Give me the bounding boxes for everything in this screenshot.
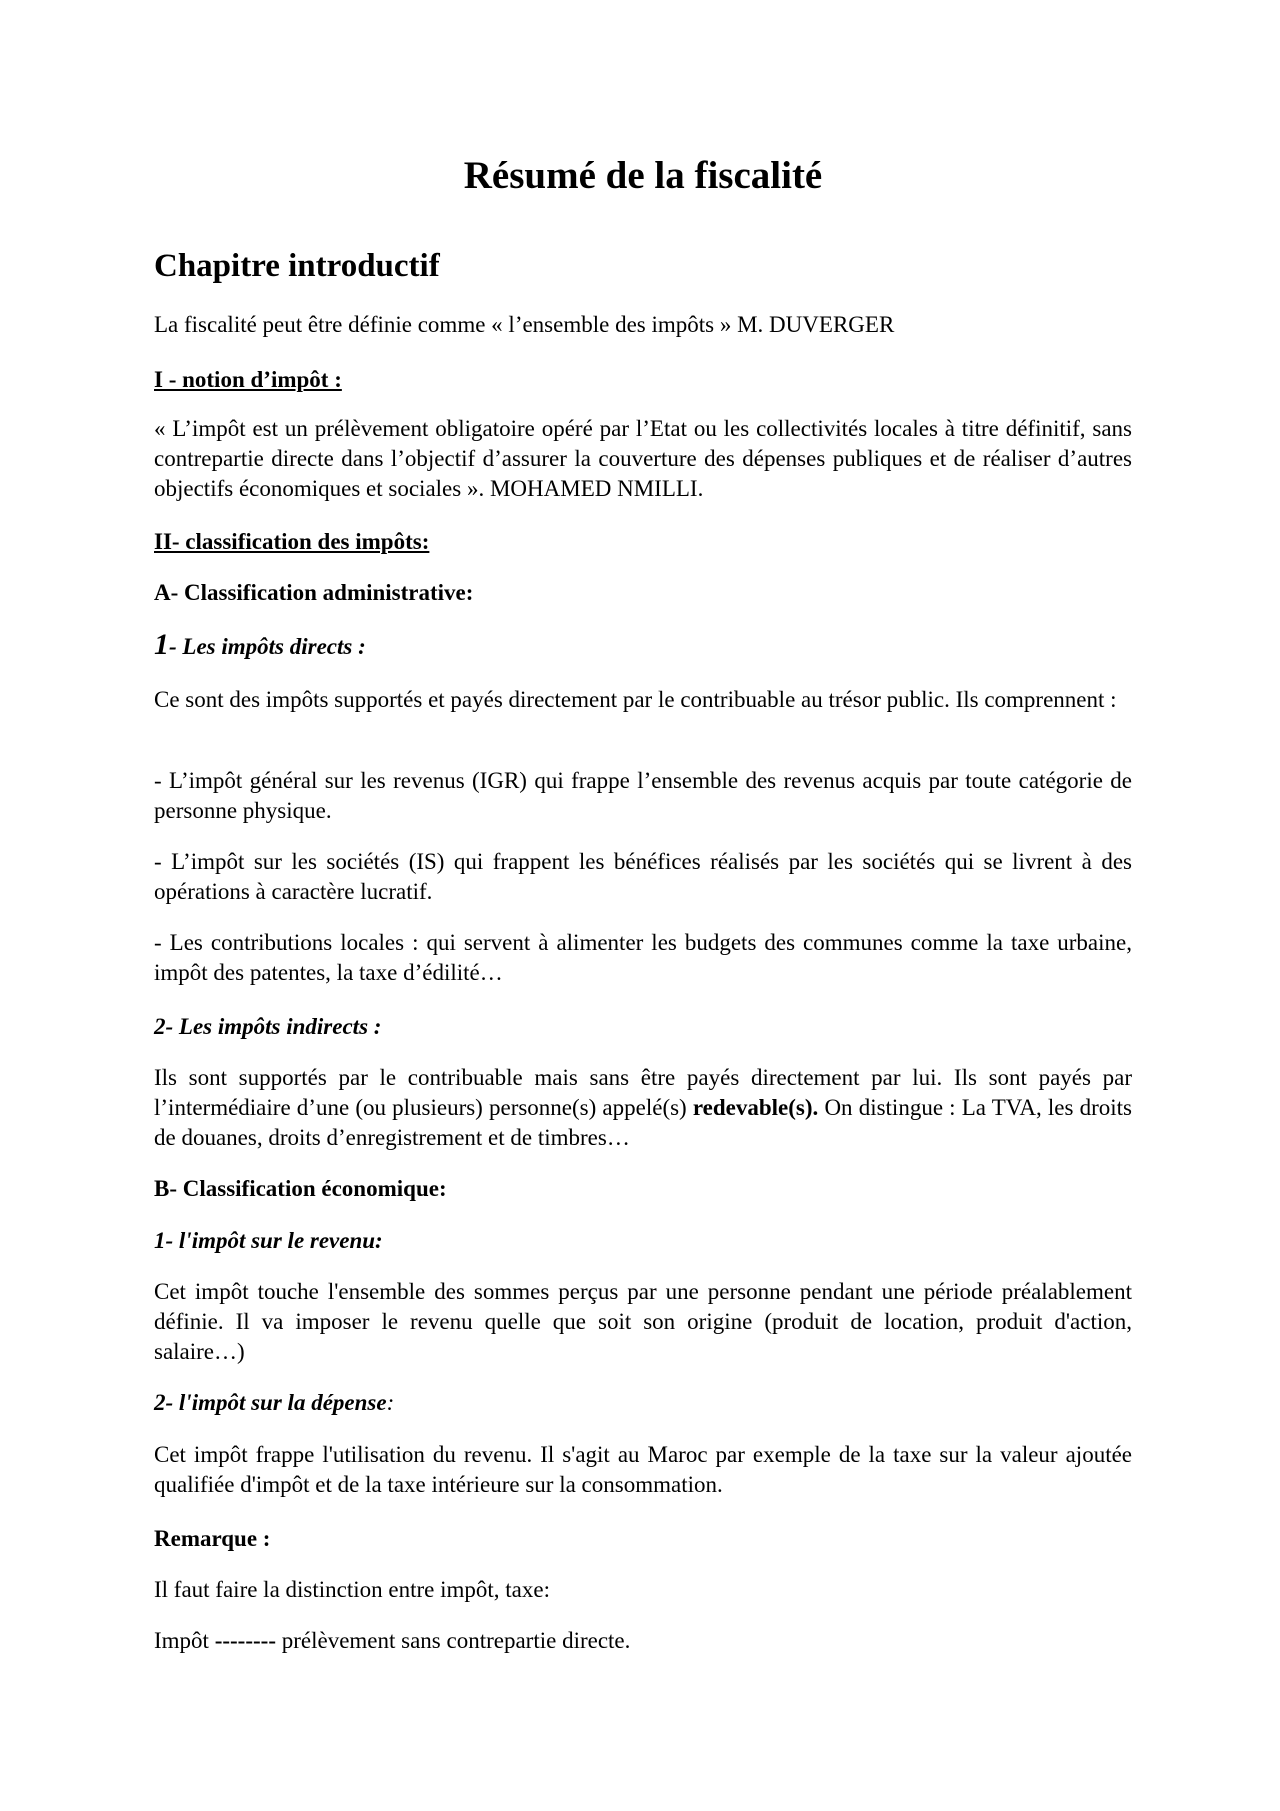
indirects-paragraph [154,1063,1132,1153]
remarque-paragraph: Il faut faire la distinction entre impôt, taxe: [154,1577,550,1602]
directs-paragraph: Ce sont des impôts supportés et payés directement par le contribuable au trésor public. Ils comprennent : [154,687,1117,712]
list-item: - Les contributions locales : qui servent à alimenter les budgets des communes comme la taxe urbaine, impôt des patentes, la taxe d’édilité… [154,930,1132,985]
directs-heading [154,630,1132,662]
directs-heading-text: - Les impôts directs : [169,634,366,659]
notion-heading [154,365,1132,395]
impot-dashes: -------- [214,1628,276,1653]
depense-heading [154,1388,1132,1418]
revenu-paragraph: Cet impôt touche l'ensemble des sommes perçus par une personne pendant une période préalablement définie. Il va imposer le revenu quelle que soit son origine (produit de location, produit d'action, salaire…) [154,1279,1132,1364]
depense-heading-text: 2- l'impôt sur la dépense [154,1390,387,1415]
notion-paragraph: « L’impôt est un prélèvement obligatoire opéré par l’Etat ou les collectivités locales à titre définitif, sans contrepartie directe dans l’objectif d’assurer la couverture des dépenses publiques et de réaliser d’autres objectifs économiques et sociales ». MOHAMED NMILLI. [154,416,1132,501]
list-item: - L’impôt sur les sociétés (IS) qui frappent les bénéfices réalisés par les sociétés qui se livrent à des opérations à caractère lucratif. [154,849,1132,904]
indirects-text-after: On distingue : La TVA, les droits de douanes, droits d’enregistrement et de timbres… [154,1095,1133,1150]
admin-classification-heading: A- Classification administrative: [154,580,474,605]
impot-label: Impôt [154,1628,215,1653]
depense-heading-colon: : [386,1390,395,1415]
list-item: - L’impôt général sur les revenus (IGR) qui frappe l’ensemble des revenus acquis par toute catégorie de personne physique. [154,768,1132,823]
classification-heading [154,527,1132,557]
depense-paragraph: Cet impôt frappe l'utilisation du revenu. Il s'agit au Maroc par exemple de la taxe sur la valeur ajoutée qualifiée d'impôt et de la taxe intérieure sur la consommation. [154,1442,1132,1497]
eco-classification-heading: B- Classification économique: [154,1176,447,1201]
remarque-heading: Remarque : [154,1526,271,1551]
indirects-heading: 2- Les impôts indirects : [154,1014,382,1039]
classification-heading-text: II- classification des impôts: [154,529,430,554]
indirects-text-bold: redevable(s). [692,1095,819,1120]
impot-text: prélèvement sans contrepartie directe. [275,1628,631,1653]
chapter-heading: Chapitre introductif [154,248,440,284]
impot-definition [154,1626,1132,1656]
document-title: Résumé de la fiscalité [463,154,823,197]
intro-paragraph: La fiscalité peut être définie comme « l’ensemble des impôts » M. DUVERGER [154,312,895,337]
notion-heading-text: I - notion d’impôt : [154,367,342,392]
indirects-text-before: Ils sont supportés par le contribuable mais sans être payés directement par lui. Ils sont payés par l’intermédiaire d’une (ou plusieurs) personne(s) appelé(s) [154,1065,1132,1120]
revenu-heading: 1- l'impôt sur le revenu: [154,1228,383,1253]
directs-number: 1 [154,628,169,661]
